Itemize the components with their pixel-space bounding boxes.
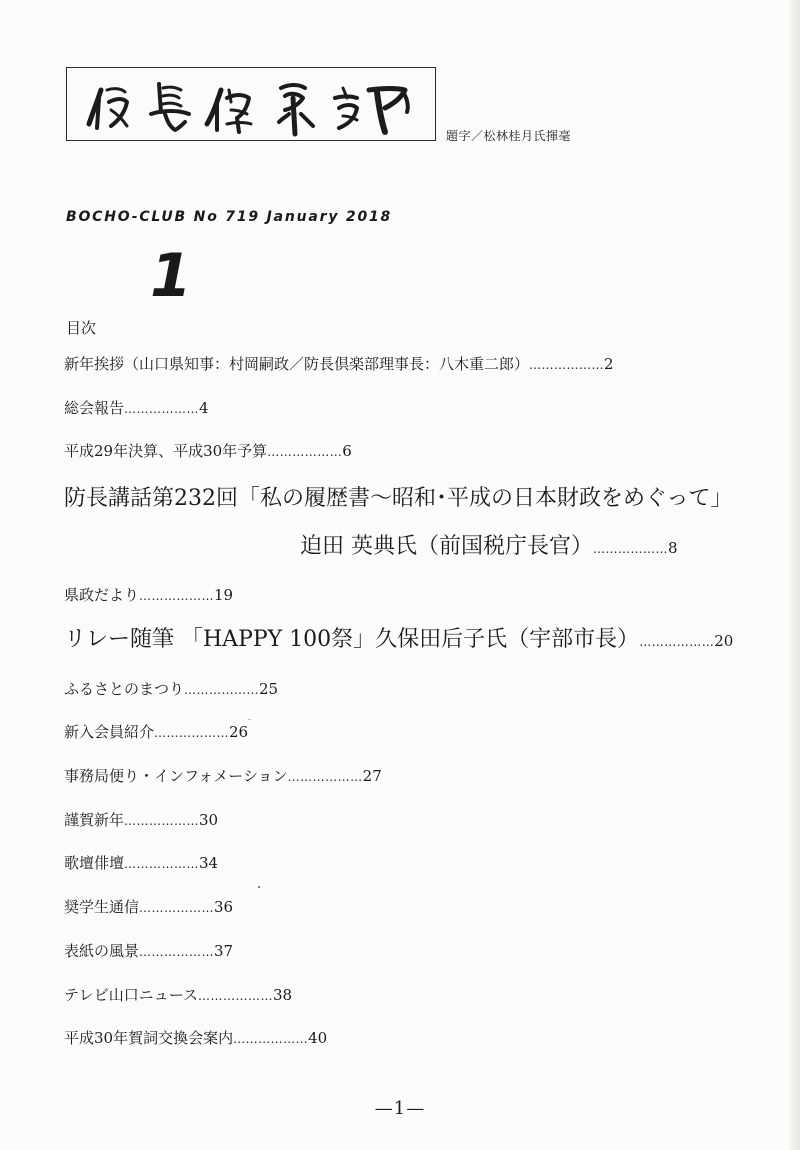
- toc-dots: ………………: [267, 445, 343, 459]
- page-edge: [790, 0, 800, 1150]
- toc-dots: ………………: [124, 402, 200, 416]
- toc-item-label: 表紙の風景: [64, 942, 140, 960]
- title-caption: 題字／松林桂月氏揮毫: [446, 129, 572, 143]
- toc-item-scholarship: [64, 897, 233, 918]
- toc-dots: ………………: [593, 542, 668, 556]
- issue-line: BOCHO-CLUB No 719 January 2018: [66, 209, 393, 225]
- toc-item-budget: [64, 441, 352, 462]
- toc-item-label: 平成30年賀詞交換会案内: [64, 1029, 234, 1047]
- scan-speck: [248, 719, 251, 720]
- toc-dots: ………………: [124, 814, 200, 828]
- toc-item-page: 37: [214, 942, 234, 960]
- toc-item-new-year-wishes: [64, 810, 218, 831]
- toc-item-page: 38: [272, 986, 293, 1004]
- toc-item-label: 事務局便り・インフォメーション: [64, 767, 288, 785]
- toc-item-label: 新年挨拶（山口県知事：村岡嗣政／防長倶楽部理事長：八木重二郎）: [64, 355, 530, 373]
- toc-dots: ………………: [139, 945, 215, 959]
- toc-dots: ………………: [139, 901, 215, 915]
- toc-item-label: ふるさとのまつり: [64, 680, 185, 698]
- toc-item-page: 26: [229, 723, 249, 741]
- scan-speck: [258, 886, 260, 888]
- toc-dots: ………………: [139, 589, 215, 603]
- toc-item-page: 25: [259, 680, 279, 698]
- toc-item-page: 19: [214, 586, 234, 604]
- toc-item-page: 36: [214, 898, 234, 916]
- toc-item-label: 歌壇俳壇: [64, 854, 125, 872]
- toc-item-relay-essay: [64, 625, 733, 657]
- toc-item-page: 8: [668, 539, 678, 557]
- toc-item-reception: [64, 1028, 327, 1049]
- toc-item-general-meeting: [64, 398, 209, 419]
- toc-item-page: 27: [362, 767, 382, 785]
- toc-dots: ………………: [184, 683, 260, 697]
- toc-item-label: 平成29年決算、平成30年予算: [64, 442, 268, 460]
- toc-item-page: 30: [199, 811, 219, 829]
- toc-item-new-year-greeting: [64, 354, 614, 375]
- toc-item-lecture-speaker: [300, 532, 678, 564]
- toc-dots: ………………: [233, 1032, 309, 1046]
- issue-number: 1: [150, 241, 192, 311]
- toc-dots: ………………: [639, 635, 715, 649]
- toc-item-page: 34: [199, 854, 219, 872]
- title-logo-box: [66, 67, 436, 141]
- toc-dots: ………………: [197, 989, 273, 1003]
- toc-dots: ………………: [154, 726, 230, 740]
- toc-item-new-members: [64, 722, 248, 743]
- toc-item-cover-scenery: [64, 941, 233, 962]
- toc-item-label: 奨学生通信: [64, 898, 140, 916]
- toc-item-lecture: [64, 484, 733, 514]
- toc-dots: ………………: [287, 770, 363, 784]
- toc-item-label: 迫田 英典氏（前国税庁長官）: [300, 534, 593, 559]
- toc-item-tv-news: [64, 985, 292, 1006]
- toc-item-office-news: [64, 766, 382, 787]
- toc-item-page: 6: [342, 442, 352, 460]
- toc-heading: 目次: [66, 319, 97, 337]
- toc-dots: ………………: [529, 358, 605, 372]
- toc-item-label: 県政だより: [64, 586, 140, 604]
- toc-item-prefecture-news: [64, 585, 233, 606]
- toc-item-label: 新入会員紹介: [64, 723, 155, 741]
- toc-item-page: 2: [604, 355, 614, 373]
- toc-item-page: 4: [199, 399, 209, 417]
- toc-item-label: 謹賀新年: [64, 811, 125, 829]
- toc-item-label: リレー随筆 「HAPPY 100祭」久保田后子氏（宇部市長）: [64, 627, 640, 652]
- toc-item-page: 40: [308, 1029, 328, 1047]
- toc-item-poetry: [64, 853, 218, 874]
- page-number: —1—: [374, 1098, 426, 1119]
- toc-item-label: 防長講話第232回「私の履歴書～昭和･平成の日本財政をめぐって」: [64, 486, 733, 511]
- calligraphy-title-logo: [67, 68, 437, 142]
- toc-item-page: 20: [714, 632, 734, 650]
- toc-item-label: テレビ山口ニュース: [64, 986, 198, 1004]
- toc-item-hometown-festival: [64, 679, 278, 700]
- toc-dots: ………………: [124, 857, 200, 871]
- toc-item-label: 総会報告: [64, 399, 125, 417]
